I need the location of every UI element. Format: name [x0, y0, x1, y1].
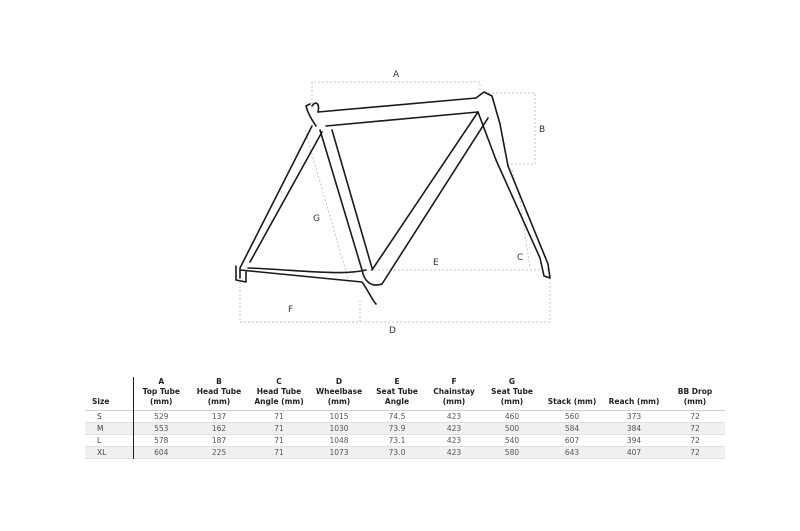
column-header-line: Seat Tube [491, 387, 533, 396]
geometry-table [85, 377, 725, 459]
table-cell-top-tube: 578 [154, 436, 169, 445]
dim-line-f [240, 282, 360, 322]
table-cell-stack: 643 [541, 447, 603, 459]
table-body [85, 411, 725, 459]
table-cell-seat-angle: 74.5 [388, 412, 406, 421]
table-cell-head-tube: 137 [211, 412, 227, 421]
column-header-size [85, 377, 133, 411]
column-header-wheelbase [309, 377, 369, 411]
column-header-seat-angle [369, 377, 425, 411]
column-header-line: C [276, 377, 282, 386]
table-cell-chainstay: 423 [425, 447, 483, 459]
column-header-line: (mm) [500, 397, 524, 406]
column-header-line: (mm) [207, 397, 231, 406]
column-header-line: Head Tube [196, 387, 242, 396]
table-cell-top-tube: 529 [154, 412, 169, 421]
label-g: G [313, 214, 320, 224]
table-cell-top-tube: 553 [133, 423, 189, 435]
column-header-line: Top Tube [142, 387, 180, 396]
label-c: C [517, 253, 524, 263]
table-cell-seat-angle: 73.1 [388, 436, 406, 445]
column-header-stack [541, 377, 603, 411]
table-cell-bb-drop: 72 [690, 436, 700, 445]
table-cell-chainstay: 423 [425, 423, 483, 435]
table-cell-reach: 373 [626, 412, 642, 421]
column-header-line: Head Tube [256, 387, 302, 396]
column-header-line: Angle [384, 397, 410, 406]
table-cell-seat-tube: 460 [504, 412, 520, 421]
table-row [85, 447, 725, 459]
table-cell-chainstay: 423 [446, 412, 462, 421]
column-header-line: A [158, 377, 165, 386]
down-tube [372, 112, 488, 284]
column-header-line: (mm) [150, 397, 173, 406]
label-f: F [288, 305, 294, 315]
table-cell-size: XL [85, 447, 133, 459]
table-cell-head-angle: 71 [274, 436, 284, 445]
column-header-line: Seat Tube [376, 387, 418, 396]
table-row [85, 435, 725, 447]
column-header-chainstay [425, 377, 483, 411]
table-cell-head-angle: 71 [274, 412, 284, 421]
dimension-guides [240, 82, 550, 322]
table-cell-bb-drop: 72 [690, 412, 700, 421]
column-header-line: Reach (mm) [608, 397, 660, 406]
table-cell-stack: 560 [564, 412, 580, 421]
label-a: A [393, 70, 400, 80]
rear-dropout [236, 266, 246, 282]
table-cell-stack: 607 [564, 436, 580, 445]
table-row [85, 423, 725, 435]
column-header-top-tube [133, 377, 189, 411]
table-cell-head-tube: 162 [189, 423, 249, 435]
table-cell-seat-tube: 540 [504, 436, 520, 445]
column-header-reach [603, 377, 665, 411]
seat-stay [240, 126, 322, 278]
column-header-line: Stack (mm) [547, 397, 597, 406]
table-cell-wheelbase: 1030 [309, 423, 369, 435]
table-cell-head-angle: 71 [249, 423, 309, 435]
table-cell-top-tube: 604 [133, 447, 189, 459]
column-header-line: Chainstay [433, 387, 475, 396]
table-header-row [85, 377, 725, 411]
column-header-line: (mm) [442, 397, 466, 406]
column-header-head-angle [249, 377, 309, 411]
table-cell-seat-tube: 580 [483, 447, 541, 459]
frame-outline [236, 92, 550, 304]
column-header-head-tube [189, 377, 249, 411]
table-cell-size: M [85, 423, 133, 435]
column-header-line: Size [92, 397, 110, 406]
label-b: B [539, 125, 546, 135]
dim-line-b [488, 93, 535, 164]
top-tube [318, 98, 478, 126]
seat-tube [320, 130, 372, 270]
table-cell-head-tube: 187 [211, 436, 227, 445]
column-header-line: BB Drop [677, 387, 713, 396]
column-header-line: (mm) [683, 397, 707, 406]
table-cell-stack: 584 [541, 423, 603, 435]
table-cell-seat-tube: 500 [483, 423, 541, 435]
table-cell-seat-angle: 73.0 [369, 447, 425, 459]
label-e: E [433, 258, 439, 268]
table-cell-wheelbase: 1073 [309, 447, 369, 459]
column-header-line: B [216, 377, 222, 386]
column-header-bb-drop [665, 377, 725, 411]
table-cell-bb-drop: 72 [665, 423, 725, 435]
column-header-line: Wheelbase [315, 387, 363, 396]
dim-line-d [240, 278, 550, 322]
table-cell-chainstay: 423 [446, 436, 462, 445]
column-header-line: (mm) [327, 397, 351, 406]
column-header-line: D [335, 377, 343, 386]
table-cell-bb-drop: 72 [665, 447, 725, 459]
table-cell-size: S [85, 411, 133, 423]
column-header-line: Angle (mm) [254, 397, 304, 406]
dim-line-a [312, 82, 480, 108]
column-header-seat-tube [483, 377, 541, 411]
table-cell-head-tube: 225 [189, 447, 249, 459]
table-cell-size: L [85, 435, 133, 447]
label-d: D [389, 326, 396, 336]
column-header-line: G [508, 377, 516, 386]
table-cell-head-angle: 71 [249, 447, 309, 459]
chainstay [240, 268, 376, 304]
seat-cluster [306, 103, 319, 126]
table-cell-seat-angle: 73.9 [369, 423, 425, 435]
table-cell-reach: 407 [603, 447, 665, 459]
table-row [85, 411, 725, 423]
table-cell-reach: 394 [626, 436, 642, 445]
column-header-line: F [451, 377, 457, 386]
table-cell-wheelbase: 1048 [329, 436, 349, 445]
table-cell-reach: 384 [603, 423, 665, 435]
column-header-line: E [394, 377, 400, 386]
table-cell-wheelbase: 1015 [329, 412, 349, 421]
bottom-bracket [362, 270, 382, 285]
